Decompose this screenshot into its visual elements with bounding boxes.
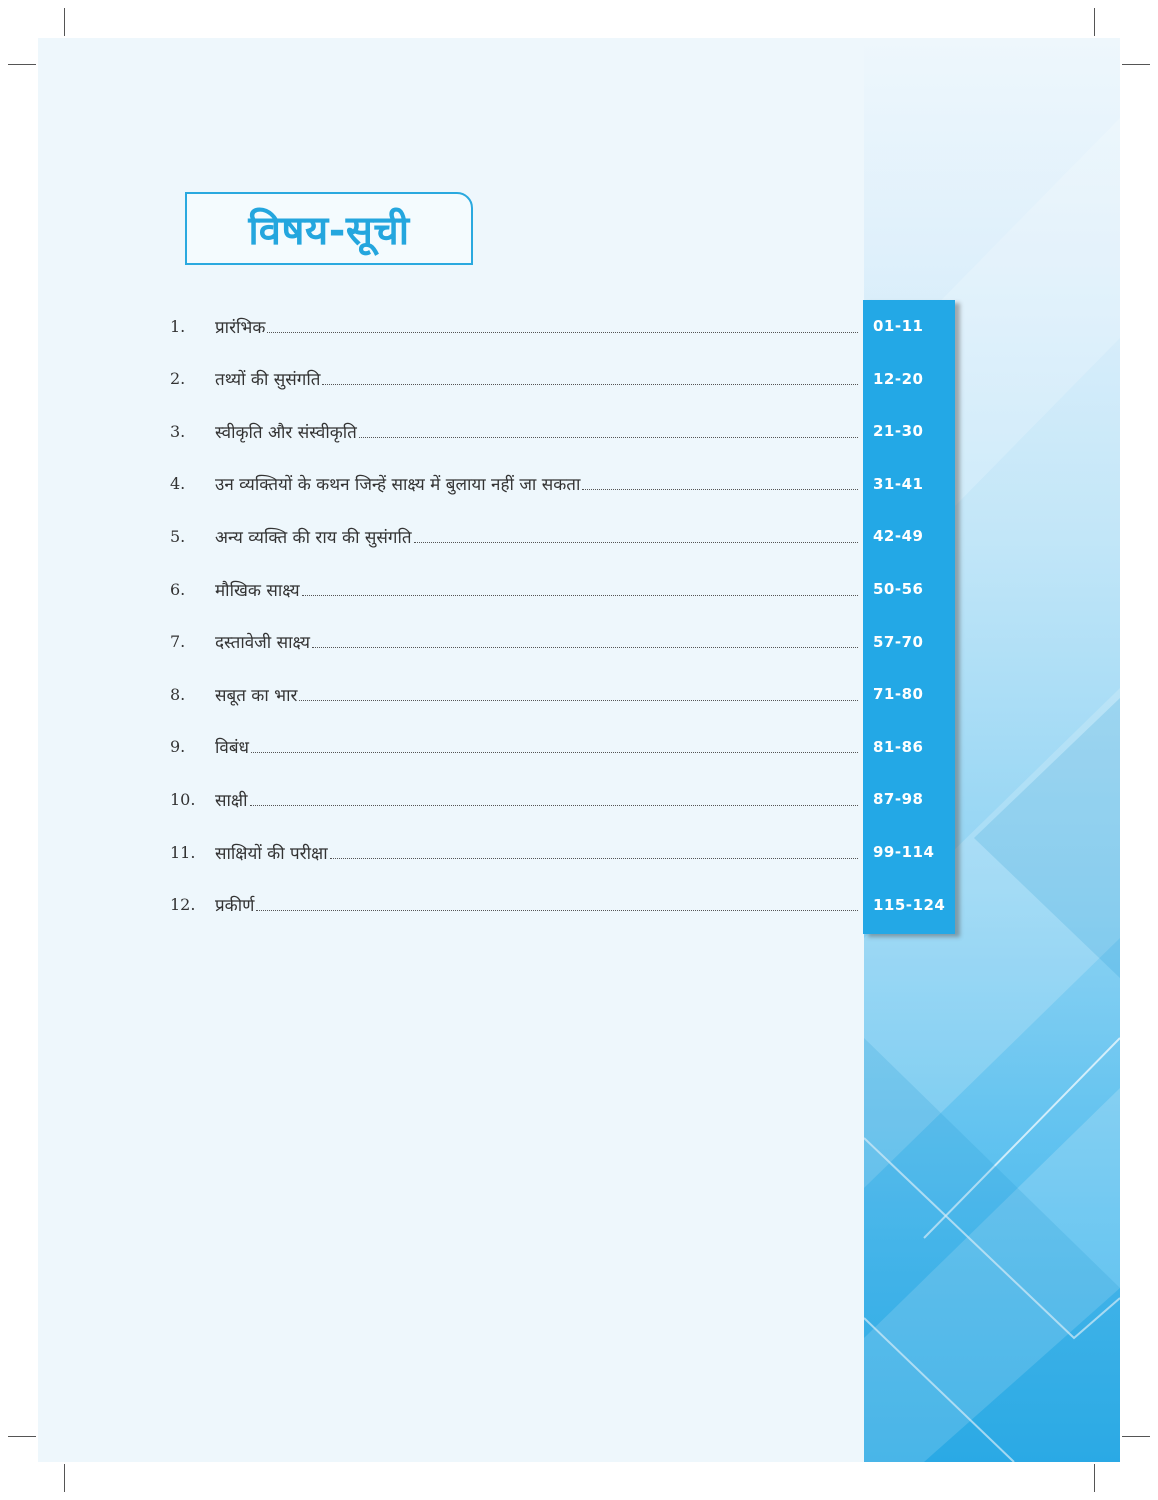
entry-number: 10. [170, 789, 196, 809]
entry-title: अन्य व्यक्ति की राय की सुसंगति [215, 527, 412, 548]
entry-pages: 12-20 [873, 369, 924, 388]
crop-mark [1094, 8, 1095, 36]
entry-pages: 81-86 [873, 737, 924, 756]
entry-title: सबूत का भार [215, 685, 298, 706]
entry-number: 11. [170, 842, 196, 862]
entry-title: साक्षी [215, 790, 248, 811]
entry-pages: 87-98 [873, 790, 924, 809]
crop-mark [64, 8, 65, 36]
toc-entry[interactable] [38, 300, 1120, 352]
dot-leader [256, 910, 858, 911]
entry-title: स्वीकृति और संस्वीकृति [215, 422, 357, 443]
entry-title: दस्तावेजी साक्ष्य [215, 633, 310, 654]
dot-leader [322, 384, 858, 385]
toc-entry[interactable] [38, 563, 1120, 615]
crop-mark [1094, 1464, 1095, 1492]
dot-leader [414, 542, 858, 543]
entry-number: 8. [170, 684, 186, 704]
entry-pages: 71-80 [873, 685, 924, 704]
toc-entry[interactable] [38, 616, 1120, 668]
toc-entry[interactable] [38, 721, 1120, 773]
crop-mark [8, 1436, 36, 1437]
toc-entry[interactable] [38, 879, 1120, 931]
crop-mark [1122, 1436, 1150, 1437]
entry-pages: 01-11 [873, 317, 924, 335]
entry-title: प्रारंभिक [215, 317, 266, 338]
entry-number: 7. [170, 632, 186, 652]
dot-leader [582, 489, 858, 490]
entry-pages: 57-70 [873, 632, 924, 651]
entry-number: 3. [170, 421, 186, 441]
entry-title: विबंध [215, 738, 250, 759]
dot-leader [251, 752, 858, 753]
crop-mark [1122, 64, 1150, 65]
entry-pages: 99-114 [873, 843, 935, 861]
entry-number: 9. [170, 737, 186, 757]
entry-pages: 115-124 [873, 895, 946, 914]
toc-entry[interactable] [38, 510, 1120, 562]
entry-title: साक्षियों की परीक्षा [215, 843, 328, 864]
toc-entry[interactable] [38, 458, 1120, 510]
dot-leader [302, 595, 858, 596]
crop-mark [64, 1464, 65, 1492]
entry-pages: 21-30 [873, 422, 924, 441]
entry-pages: 42-49 [873, 527, 924, 546]
entry-number: 2. [170, 369, 186, 389]
entry-number: 1. [170, 316, 186, 336]
entry-title: प्रकीर्ण [215, 896, 255, 917]
entry-pages: 31-41 [873, 474, 924, 493]
toc-entry[interactable] [38, 773, 1120, 825]
entry-pages: 50-56 [873, 580, 924, 598]
dot-leader [330, 858, 858, 859]
entry-number: 5. [170, 526, 186, 546]
dot-leader [312, 647, 858, 648]
dot-leader [267, 332, 858, 333]
entry-title: उन व्यक्तियों के कथन जिन्हें साक्ष्य में बुलाया नहीं जा सकता [215, 475, 581, 496]
toc-title-box [185, 192, 473, 265]
entry-number: 6. [170, 579, 186, 599]
page-title: विषय-सूची [248, 208, 410, 254]
dot-leader [250, 805, 859, 806]
entry-number: 12. [170, 895, 196, 915]
entry-title: मौखिक साक्ष्य [215, 580, 300, 601]
page-sheet [38, 38, 1120, 1462]
toc-entry[interactable] [38, 826, 1120, 878]
crop-mark [8, 64, 36, 65]
toc-entry[interactable] [38, 353, 1120, 405]
entry-number: 4. [170, 474, 186, 494]
entry-title: तथ्यों की सुसंगति [215, 370, 321, 391]
toc-entry[interactable] [38, 405, 1120, 457]
dot-leader [359, 437, 858, 438]
toc-entry[interactable] [38, 668, 1120, 720]
dot-leader [299, 700, 858, 701]
